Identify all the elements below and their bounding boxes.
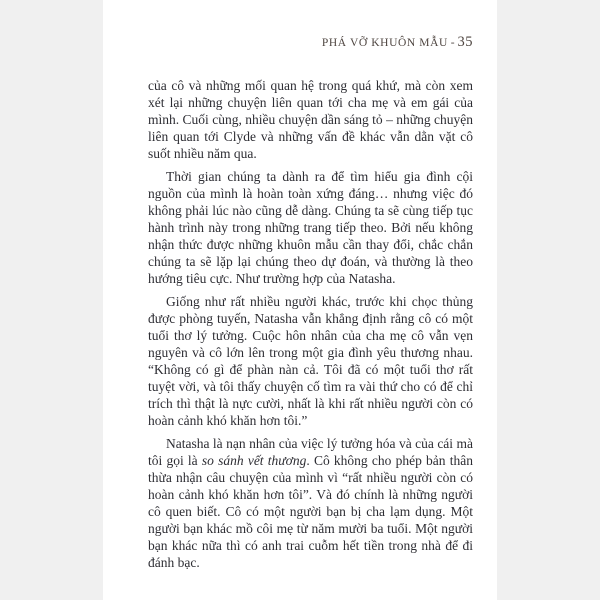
header-separator: - <box>447 37 458 49</box>
paragraph-2: Thời gian chúng ta dành ra để tìm hiểu gia đình cội nguồn của mình là hoàn toàn xứng đáng… nhưng việc đó không phải lúc nào cũng dễ dàng. Chúng ta sẽ cùng tiếp tục hành trình này trong những trang tiếp theo. Bởi nếu không nhận thức được những khuôn mẫu cần thay đổi, chắc chắn chúng ta sẽ lặp lại chúng theo dự đoán, và thường là theo hướng tiêu cực. Như trường hợp của Natasha. <box>148 169 473 286</box>
header-page-number: 35 <box>457 34 473 50</box>
header-chapter-title: PHÁ VỠ KHUÔN MẪU <box>321 37 448 49</box>
paragraph-1: của cô và những mối quan hệ trong quá khứ, mà còn xem xét lại những chuyện liên quan tới cha mẹ và em gái của mình. Cuối cùng, nhiều chuyện dần sáng tỏ – những chuyện liên quan tới Clyde và những vấn đề khác vẫn dằn vặt cô suốt nhiều năm qua. <box>148 78 473 161</box>
paragraph-4-text-before-italic: Natasha là nạn nhân của việc lý tưởng hóa và của cái mà tôi gọi là <box>148 436 473 468</box>
paragraph-3: Giống như rất nhiều người khác, trước khi chọc thủng được phòng tuyến, Natasha vẫn khẳng định rằng cô có một tuổi thơ lý tưởng. Cuộc hôn nhân của cha mẹ cô vẫn vẹn nguyên và cô lớn lên trong một gia đình yêu thương nhau. “Không có gì để phàn nàn cả. Tôi đã có một tuổi thơ rất tuyệt vời, và tôi thấy chuyện cố tìm ra vài thứ cho có để chỉ trích thì thật là nực cười, nhất là khi rất nhiều người còn có hoàn cảnh khó khăn hơn tôi.” <box>148 294 473 428</box>
page-body-text <box>148 77 473 571</box>
paragraph-4 <box>148 435 473 571</box>
book-page <box>103 0 497 600</box>
page-header <box>148 33 473 51</box>
paragraph-4-text-after-italic: . Cô không cho phép bản thân thừa nhận câu chuyện của mình vì “rất nhiều người còn có hoàn cảnh khó khăn hơn tôi”. Và đó chính là những người cô quen biết. Cô có một người bạn bị cha lạm dụng. Một người bạn khác mồ côi mẹ từ năm mười ba tuổi. Một người bạn khác nữa thì có anh trai cuỗm hết tiền trong nhà để đi đánh bạc. <box>148 453 473 570</box>
italic-phrase: so sánh vết thương <box>201 453 307 468</box>
